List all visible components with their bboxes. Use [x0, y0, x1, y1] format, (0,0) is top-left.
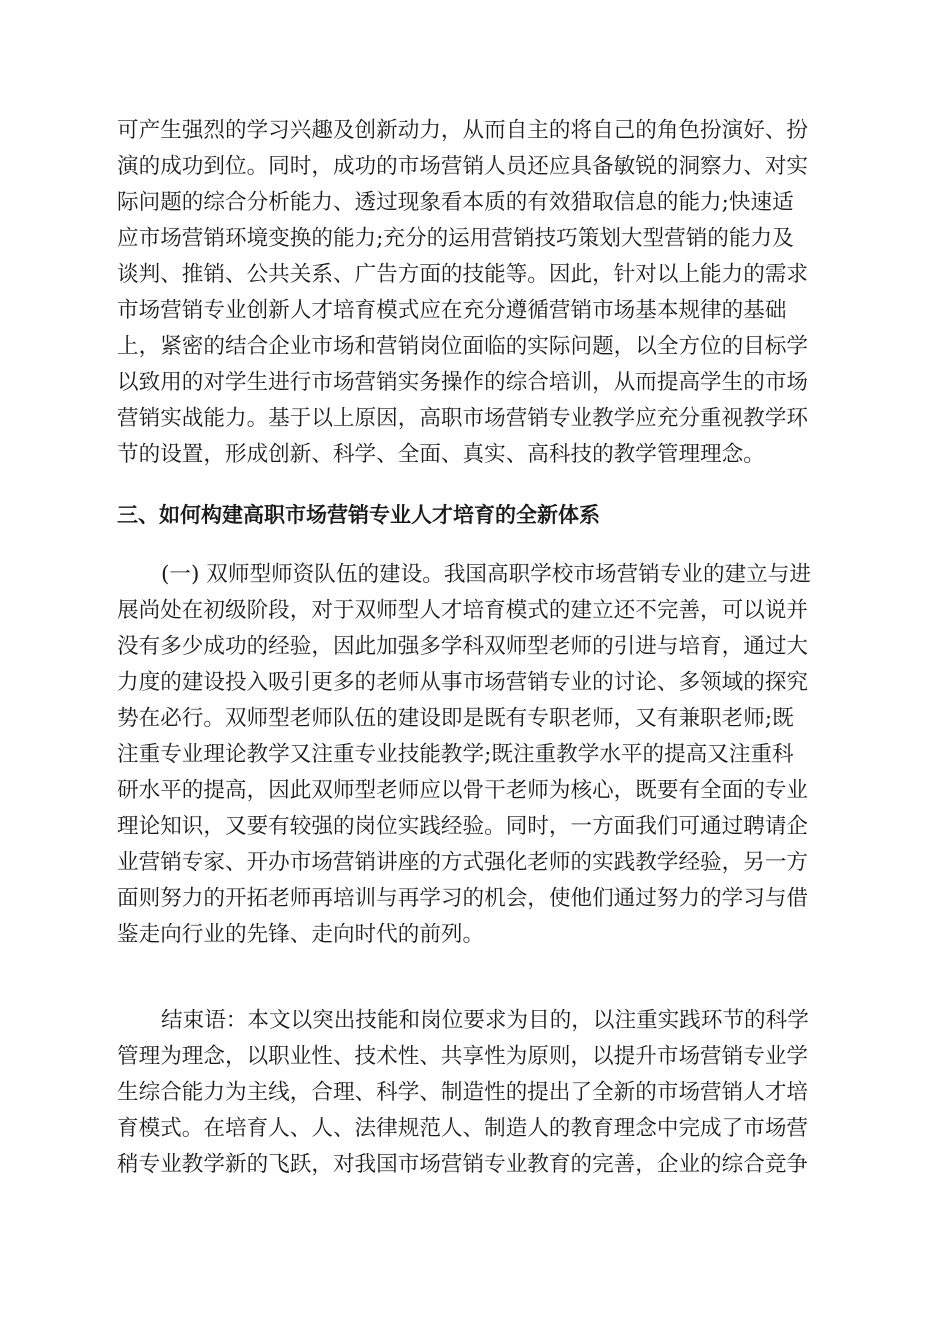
text-line: 鉴走向行业的先锋、走向时代的前列。: [117, 922, 485, 947]
text-line: 力度的建设投入吸引更多的老师从事市场营销专业的讨论、多领域的探究: [117, 670, 809, 695]
text-line: 业营销专家、开办市场营销讲座的方式强化老师的实践教学经验，另一方: [117, 850, 809, 875]
text-line: 以致用的对学生进行市场营销实务操作的综合培训，从而提高学生的市场: [117, 370, 809, 395]
text-line: 谈判、推销、公共关系、广告方面的技能等。因此，针对以上能力的需求: [117, 262, 809, 287]
text-line: 管理为理念，以职业性、技术性、共享性为原则，以提升市场营销专业学: [117, 1044, 809, 1069]
text-line: 面则努力的开拓老师再培训与再学习的机会，使他们通过努力的学习与借: [117, 886, 809, 911]
text-line: 没有多少成功的经验，因此加强多学科双师型老师的引进与培育，通过大: [117, 634, 809, 659]
text-line: 稍专业教学新的飞跃，对我国市场营销专业教育的完善，企业的综合竞争: [117, 1152, 809, 1177]
text-line: (一) 双师型师资队伍的建设。我国高职学校市场营销专业的建立与进: [161, 562, 811, 587]
text-line: 上，紧密的结合企业市场和营销岗位面临的实际问题，以全方位的目标学: [117, 334, 809, 359]
text-line: 市场营销专业创新人才培育模式应在充分遵循营销市场基本规律的基础: [117, 298, 787, 323]
text-line: 理论知识，又要有较强的岗位实践经验。同时，一方面我们可通过聘请企: [117, 814, 809, 839]
text-line: 研水平的提高，因此双师型老师应以骨干老师为核心，既要有全面的专业: [117, 778, 809, 803]
text-line: 应市场营销环境变换的能力;充分的运用营销技巧策划大型营销的能力及: [117, 226, 794, 251]
text-line: 结束语：本文以突出技能和岗位要求为目的，以注重实践环节的科学: [161, 1008, 809, 1033]
text-line: 势在必行。双师型老师队伍的建设即是既有专职老师，又有兼职老师;既: [117, 706, 794, 731]
text-line: 演的成功到位。同时，成功的市场营销人员还应具备敏锐的洞察力、对实: [117, 154, 809, 179]
text-line: 营销实战能力。基于以上原因，高职市场营销专业教学应充分重视教学环: [117, 406, 809, 431]
text-line: 节的设置，形成创新、科学、全面、真实、高科技的教学管理理念。: [117, 442, 765, 467]
text-line: 可产生强烈的学习兴趣及创新动力，从而自主的将自己的角色扮演好、扮: [117, 118, 809, 143]
text-line: 展尚处在初级阶段，对于双师型人才培育模式的建立还不完善，可以说并: [117, 598, 809, 623]
text-line: 际问题的综合分析能力、透过现象看本质的有效猎取信息的能力;快速适: [117, 190, 794, 215]
section-heading: 三、如何构建高职市场营销专业人才培育的全新体系: [117, 503, 600, 527]
text-line: 注重专业理论教学又注重专业技能教学;既注重教学水平的提高又注重科: [117, 742, 794, 767]
text-line: 生综合能力为主线，合理、科学、制造性的提出了全新的市场营销人才培: [117, 1080, 809, 1105]
text-line: 育模式。在培育人、人、法律规范人、制造人的教育理念中完成了市场营: [117, 1116, 809, 1141]
